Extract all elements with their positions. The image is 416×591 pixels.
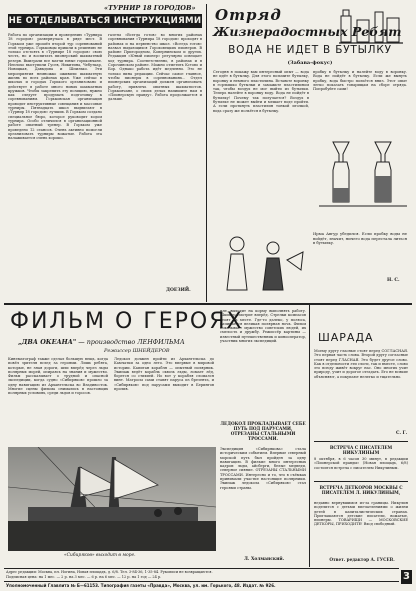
footer-divider-2 (4, 581, 399, 582)
film-column-4: Экспедиция «Сибирякова» стала историческим событием. Впервые северный морской путь был пройден за одну навигацию. В фильме много интересных кадров: льды, айсберги, белые медведи, северное сияние. ОТРЕЗАНЫ СТАЛЬНЫМИ ТРОССАМИ. Интересно и то, что в съёмках принимали участие настоящие полярники. Экипаж ледокола «Сибиряков» стал героями страны. (220, 447, 306, 490)
film-column-1: Кинематограф также сделал большую вещь, когда повёл зрителя вслед за героями. Лишь ребята, которые, не зная дороги, шли вперёд через льды полярных морей, опираясь на знания и мужество. Фильм рассказывает о трудной и опасной экспедиции, когда судно «Сибиряков» прошло за одну навигацию из Архангельска во Владивосток. Многие сцены фильма снимались в настоящих полярных условиях, среди льдов и торосов. (8, 357, 108, 396)
photo-caption: «Сибиряков» выходит в море. (64, 553, 136, 558)
experiment-figures (319, 132, 407, 228)
footer-imprint: Уполномоченный Главлита № Б—61153. Типография газеты «Правда», Москва, ул. им. Горького, 48. Издат. № 926. (6, 583, 276, 588)
film-column-2: Ледокол должен пройти из Архангельска до Камчатки за одно лето. Это впервые в мировой истории. Капитан корабля — опытный полярник. Экипаж ведёт корабль сквозь льды, ломает лёд, борется со стихией. Но вот у корабля сломался винт. Матросы сами ставят паруса из брезента, и «Сибиряков» под парусами выходит в Берингов пролив. (114, 357, 214, 392)
box-divider (314, 441, 408, 442)
experiment-caption: Ирма Авгур убедился. Если пробку воды не войдёт, значит, ничего вода перестала литься в бутылку. (313, 232, 407, 246)
experiment-headline: ВОДА НЕ ИДЕТ В БУТЫЛКУ (228, 44, 392, 56)
footer-divider (4, 568, 399, 569)
article-headline: НЕ ОТДЕЛЫВАТЬСЯ ИНСТРУКЦИЯМИ (8, 16, 202, 26)
puzzle-signature: С. Г. (396, 431, 408, 436)
film-column-3: иле, выходит на корму выполнять работу. Шкипер смотрит вперёд. Стрелки компасов стоят на месте. Где-то далеко, у полюса, начинается великая полярная ночь. Фильм показывает мужество советских людей, их смелость и дружбу. Режиссёр картины — известный путешественник и кинооператор, участник многих экспедиций. (220, 309, 306, 344)
film-headline: ФИЛЬМ О ГЕРОЯХ (10, 309, 244, 334)
article-tag: «ТУРНИР 18 ГОРОДОВ» (104, 4, 196, 12)
film-director: Режиссер ШНЕЙДЕРОВ (104, 348, 170, 354)
section-title-small: Отряд (215, 6, 282, 24)
section-title-big: Жизнерадостных Ребят (213, 24, 402, 39)
article-column-1: Работа по организации и проведению «Турнира 18 городов» развернулась в ряде мест. В Горьком уже прошёл второй тур соревнований этой турнира. Горьковцы пришли к решению не только отстоять в «Турнире 18 городов» свою честь, но и воспитать пионерский шахматный резерв. Выиграли все матчи юные горьковчане. Неплохо выступили Гусев, Никитина, Чебуткар, Новицкая, Давыдова и Шпилько. Эти мероприятия немножко оживили шахматную жизнь во всех районах края. Уже сейчас в школах и городах Горького организовано и действует в работе много новых шахматных кружков. Чтобы закрепить эту позицию, нужно как следует продумать подготовку к соревнованиям. Горьковская организация проводит инструктивные совещания и массовые турниры. Пятнадцать школ выдвигают в «Турнир 18 городов» лучших. В Горьком создано специальное бюро, которое руководит ходом турнира. Особо отличился в организационной работе опытный тренер. В Горьком уже проведено 12 сеансов. Очень активно помогли организовать турниры вожатые. Работа эта налаживается очень хорошо. (8, 33, 102, 141)
film-subhead (18, 338, 218, 346)
article-signature: ДОЕЗИЙ. (166, 288, 191, 293)
film-bold-callout: ЛЕДОКОЛ ПРОКЛАДЫВАЕТ СЕБЕ ПУТЬ ПОД ПАРУСАМИ, ОТРЕЗАНЫ СТАЛЬНЫМИ ТРОССАМИ. (220, 421, 306, 441)
box-divider-2 (314, 481, 408, 482)
experiment-column-1: Сегодня я покажу вам интересный опыт — вода не идёт в бутылку. Для этого возьмите бутылку, воронку и немного пластилина. Вставьте воронку в горлышко бутылки и замажьте пластилином так, чтобы воздух не мог выйти из бутылки. Теперь налейте в воронку воду. Вода не пойдёт в бутылку! Почему так получается? Воздух в бутылке не может выйти и мешает воде пройти. А если проткнуть пластилин тонкой иголкой, вода сразу же польётся в бутылку. (213, 70, 309, 113)
puzzle-headline: ШАРАДА (318, 331, 374, 344)
editor-credit: Ответ. редактор А. ГУСЕВ. (329, 557, 395, 562)
right-column (312, 305, 412, 567)
meeting-2-title: ВСТРЕЧА ДЕТКОРОВ МОСКВЫ С ПИСАТЕЛЕМ Л. НИКУЛИНЫМ, (319, 485, 403, 495)
illustration-kids (213, 230, 309, 294)
film-quote-title: „ДВА ОКЕАНА" (18, 338, 77, 346)
bottles-drawing (339, 6, 403, 46)
experiment-subtitle: (Забава-фокус) (287, 60, 333, 66)
article-column-2: газеты «Всегда готов» во многих районах соревнования «Турнира 18 городов» проходят в районах и на первенство школ. «Всегда готов» назвал выдающихся Гороховецких пионеров. В районе Пригородном, Ковернинском и других. Редакция «Юный пионер» регулярно освещает ход турнира. Соответственно, в районах и в Сорочинском районе. Можно отметить Кстово и Бор. Однако работа идёт медленно. Это не только вина редакции. Сейчас самое главное, чтобы пионеры в соревнованиях... Отдел пионерских организаций должен организовать работу, привлечь опытных шахматистов. Горьковчане, о своих делах напишите нам в «Пионерскую правду». Работа продолжается и дальше. (108, 33, 202, 102)
puzzle-text: Моему другу гласные стоят перед СОГЛАСНАЯ. Это первая часть слова. Второй другу согласные стоят перед ГЛАСНАЯ. Это будет другое слово. Как в отдельности эти слоги, так и вместе, слово это всюду живёт вокруг нас. Оно многих учит природу, учит и дорогое отгадать. Его не всякие объясняют, а покупают нелегко и тщательно. (314, 349, 408, 379)
meeting-2-text: недавно вернувшимся из-за границы. Никулин поделится с детьми впечатлениями о жизни детей в капиталистических странах. Приглашаются детские писатели, вожатые, пионеры. ТОВАРИЩИ — МОСКОВСКИЕ ДЕТКОРЫ, ПРИХОДИТЕ! Вход свободный. (314, 501, 408, 527)
tournament-article (6, 4, 204, 301)
footer-address-2: Подписная цена: на 1 мес. — 2 р. на 3 мес. — 6 р. на 6 мес. — 12 р. на 1 год — 24 р. (6, 575, 162, 579)
film-section (4, 305, 308, 567)
meeting-1-title: ВСТРЕЧА С ПИСАТЕЛЕМ НИКУЛИНЫМ (329, 445, 393, 455)
page-number: 3 (401, 570, 412, 584)
fun-section (209, 4, 411, 302)
film-studio: — производство ЛЕНФИЛЬМА (78, 338, 185, 346)
film-signature: Л. Холманский. (244, 557, 285, 562)
meeting-1-text: 8 октября, в 6 часов 30 минут, в редакции «Пионерской правды» (Новая площадь, 6/8) состоится встреча с писателем Никулиным. (314, 457, 408, 470)
film-photo (8, 447, 216, 551)
experiment-column-2: пробку в бутылку и налейте воду в воронку. Вода не пойдёт в бутылку. Если же вынуть пробку, вода быстро польётся вниз. Этот опыт легко показать товарищам на сборе отряда. Попробуйте сами! (313, 70, 407, 92)
vertical-divider (206, 4, 207, 302)
footer-address-1: Адрес редакции: Москва, пл. Ногина, Новая площадь, д. 6/8. Тел. 3-84-36, 1-35-84. Рукописи не возвращаются. (6, 570, 213, 574)
vertical-divider-lower (309, 305, 310, 567)
experiment-signature: Н. С. (387, 278, 400, 283)
